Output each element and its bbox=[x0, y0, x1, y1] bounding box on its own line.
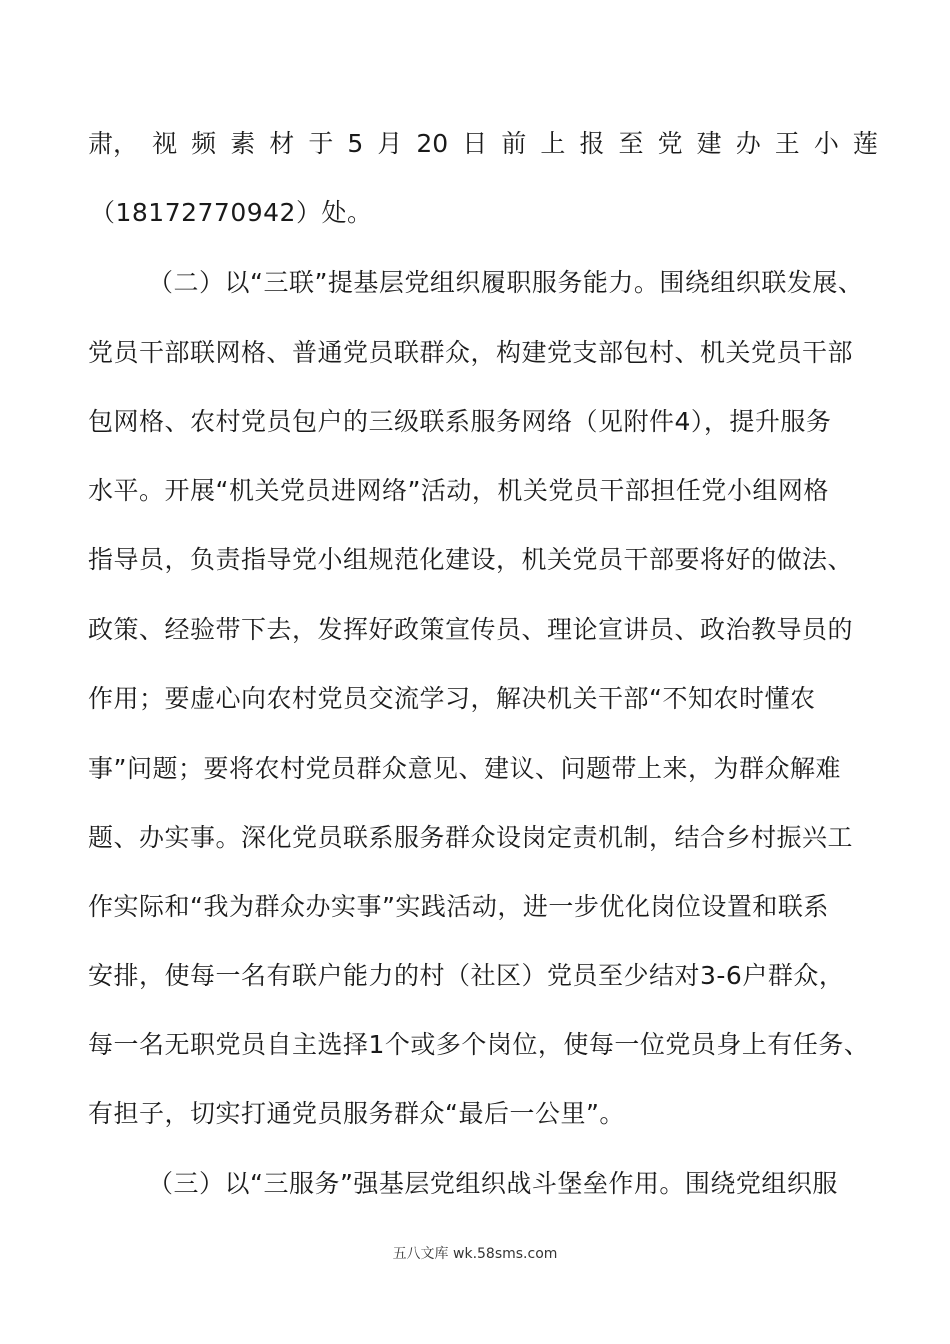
paragraph-line-1 bbox=[88, 127, 878, 161]
paragraph-line-8: 政策、经验带下去，发挥好政策宣传员、理论宣讲员、政治教导员的 bbox=[88, 615, 854, 644]
line-1-part: 20 bbox=[416, 129, 449, 158]
paragraph-line-9: 作用；要虚心向农村党员交流学习，解决机关干部“不知农时懂农 bbox=[88, 684, 816, 713]
line-1-part: 月 bbox=[377, 129, 403, 158]
paragraph-line-13: 安排，使每一名有联户能力的村（社区）党员至少结对3-6户群众， bbox=[88, 961, 845, 990]
line-1-part: 党 bbox=[657, 129, 683, 158]
line-1-part: 建 bbox=[696, 129, 722, 158]
line-1-part: 王 bbox=[774, 129, 800, 158]
line-1-part: 日 bbox=[462, 129, 488, 158]
line-1-part: 报 bbox=[579, 129, 605, 158]
line-1-part: 小 bbox=[813, 129, 839, 158]
line-1-part: 前 bbox=[501, 129, 527, 158]
line-1-part: 肃， bbox=[88, 129, 139, 158]
paragraph-line-4: 党员干部联网格、普通党员联群众，构建党支部包村、机关党员干部 bbox=[88, 338, 854, 367]
paragraph-line-14: 每一名无职党员自主选择1个或多个岗位，使每一位党员身上有任务、 bbox=[88, 1030, 870, 1059]
paragraph-line-2: （18172770942）处。 bbox=[90, 198, 373, 227]
paragraph-line-10: 事”问题；要将农村党员群众意见、建议、问题带上来，为群众解难 bbox=[88, 754, 841, 783]
section-heading-line-3: （三）以“三服务”强基层党组织战斗堡垒作用。围绕党组织服 bbox=[148, 1169, 838, 1198]
line-1-part: 于 bbox=[308, 129, 334, 158]
page-footer-watermark: 五八文库 wk.58sms.com bbox=[392, 1246, 558, 1262]
paragraph-line-6: 水平。开展“机关党员进网络”活动，机关党员干部担任党小组网格 bbox=[88, 476, 829, 505]
paragraph-line-5: 包网格、农村党员包户的三级联系服务网络（见附件4），提升服务 bbox=[88, 407, 832, 436]
paragraph-line-15: 有担子，切实打通党员服务群众“最后一公里”。 bbox=[88, 1099, 625, 1128]
section-heading-line: （二）以“三联”提基层党组织履职服务能力。围绕组织联发展、 bbox=[148, 268, 864, 297]
line-1-part: 材 bbox=[269, 129, 295, 158]
line-1-part: 莲 bbox=[852, 129, 878, 158]
paragraph-line-11: 题、办实事。深化党员联系服务群众设岗定责机制，结合乡村振兴工 bbox=[88, 823, 854, 852]
line-1-part: 5 bbox=[347, 129, 364, 158]
line-1-part: 素 bbox=[230, 129, 256, 158]
line-1-part: 频 bbox=[191, 129, 217, 158]
paragraph-line-12: 作实际和“我为群众办实事”实践活动，进一步优化岗位设置和联系 bbox=[88, 892, 829, 921]
paragraph-line-7: 指导员，负责指导党小组规范化建设，机关党员干部要将好的做法、 bbox=[88, 545, 854, 574]
line-1-part: 视 bbox=[152, 129, 178, 158]
line-1-part: 至 bbox=[618, 129, 644, 158]
line-1-part: 上 bbox=[540, 129, 566, 158]
line-1-part: 办 bbox=[735, 129, 761, 158]
